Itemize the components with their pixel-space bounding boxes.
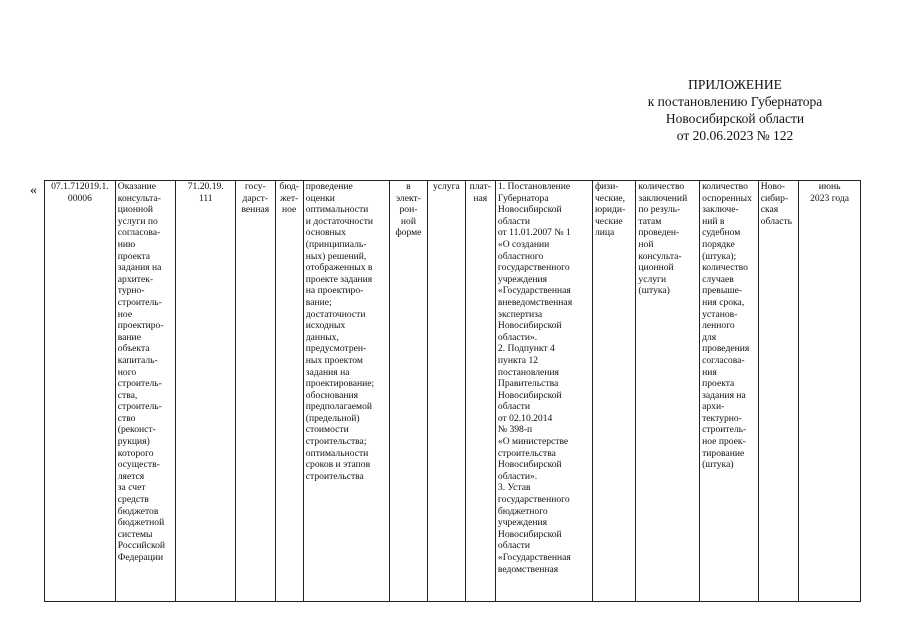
cell-institution-type: бюд- жет- ное (275, 181, 303, 602)
appendix-date-number: от 20.06.2023 № 122 (676, 128, 794, 143)
cell-service-name: Оказание консульта- ционной услуги по согласова- нию проекта задания на архитек- турно- строитель- ное проектиро- вание объекта капиталь- ного строитель- ства, строитель- ство (реконст- рукция) которого осуществ- ляется за счет средств бюджетов бюджетной системы Российской Федерации (115, 181, 176, 602)
cell-delivery-form: в элект- рон- ной форме (389, 181, 427, 602)
cell-volume-indicator: количество заключений по резуль- татам проведен- ной консульта- ционной услуги (штука) (636, 181, 700, 602)
opening-quote-mark: « (30, 183, 37, 198)
cell-kind: услуга (428, 181, 465, 602)
table-row (45, 181, 861, 602)
cell-service-type: госу- дарст- венная (236, 181, 275, 602)
cell-quality-indicator: количество оспоренных заключе- ний в судебном порядке (штука); количество случаев превыше- ния срока, установ- ленного для проведения согласова- ния проекта задания на архи- тектурно- строитель- ное проек- тирование (штука) (700, 181, 759, 602)
cell-consumers: физи- ческие, юриди- ческие лица (592, 181, 635, 602)
appendix-header (560, 76, 905, 144)
appendix-decree-ref: к постановлению Губернатора (647, 94, 823, 109)
cell-paid: плат- ная (465, 181, 495, 602)
cell-effective-date: июнь 2023 года (799, 181, 861, 602)
cell-region: Ново- сибир- ская область (758, 181, 798, 602)
appendix-region: Новосибирской области (665, 111, 805, 126)
appendix-title: ПРИЛОЖЕНИЕ (688, 77, 782, 92)
cell-service-content: проведение оценки оптимальности и достаточности основных (принципиаль- ных) решений, отображенных в проекте задания на проектиро- вание; достаточности исходных данных, предусмотрен- ных проектом задания на проектирование; обоснования предполагаемой (предельной) стоимости строительства; оптимальности сроков и этапов строительства (303, 181, 389, 602)
cell-legal-basis: 1. Постановление Губернатора Новосибирской области от 11.01.2007 № 1 «О создании областного государственного учреждения «Государственная вневедомственная экспертиза Новосибирской области». 2. Подпункт 4 пункта 12 постановления Правительства Новосибирской области от 02.10.2014 № 398-п «О министерстве строительства Новосибирской области». 3. Устав государственного бюджетного учреждения Новосибирской области «Государственная ведомственная (495, 181, 592, 602)
services-table (44, 180, 861, 602)
cell-okved-code: 71.20.19. 111 (176, 181, 236, 602)
cell-registry-number: 07.1.712019.1. 00006 (45, 181, 116, 602)
